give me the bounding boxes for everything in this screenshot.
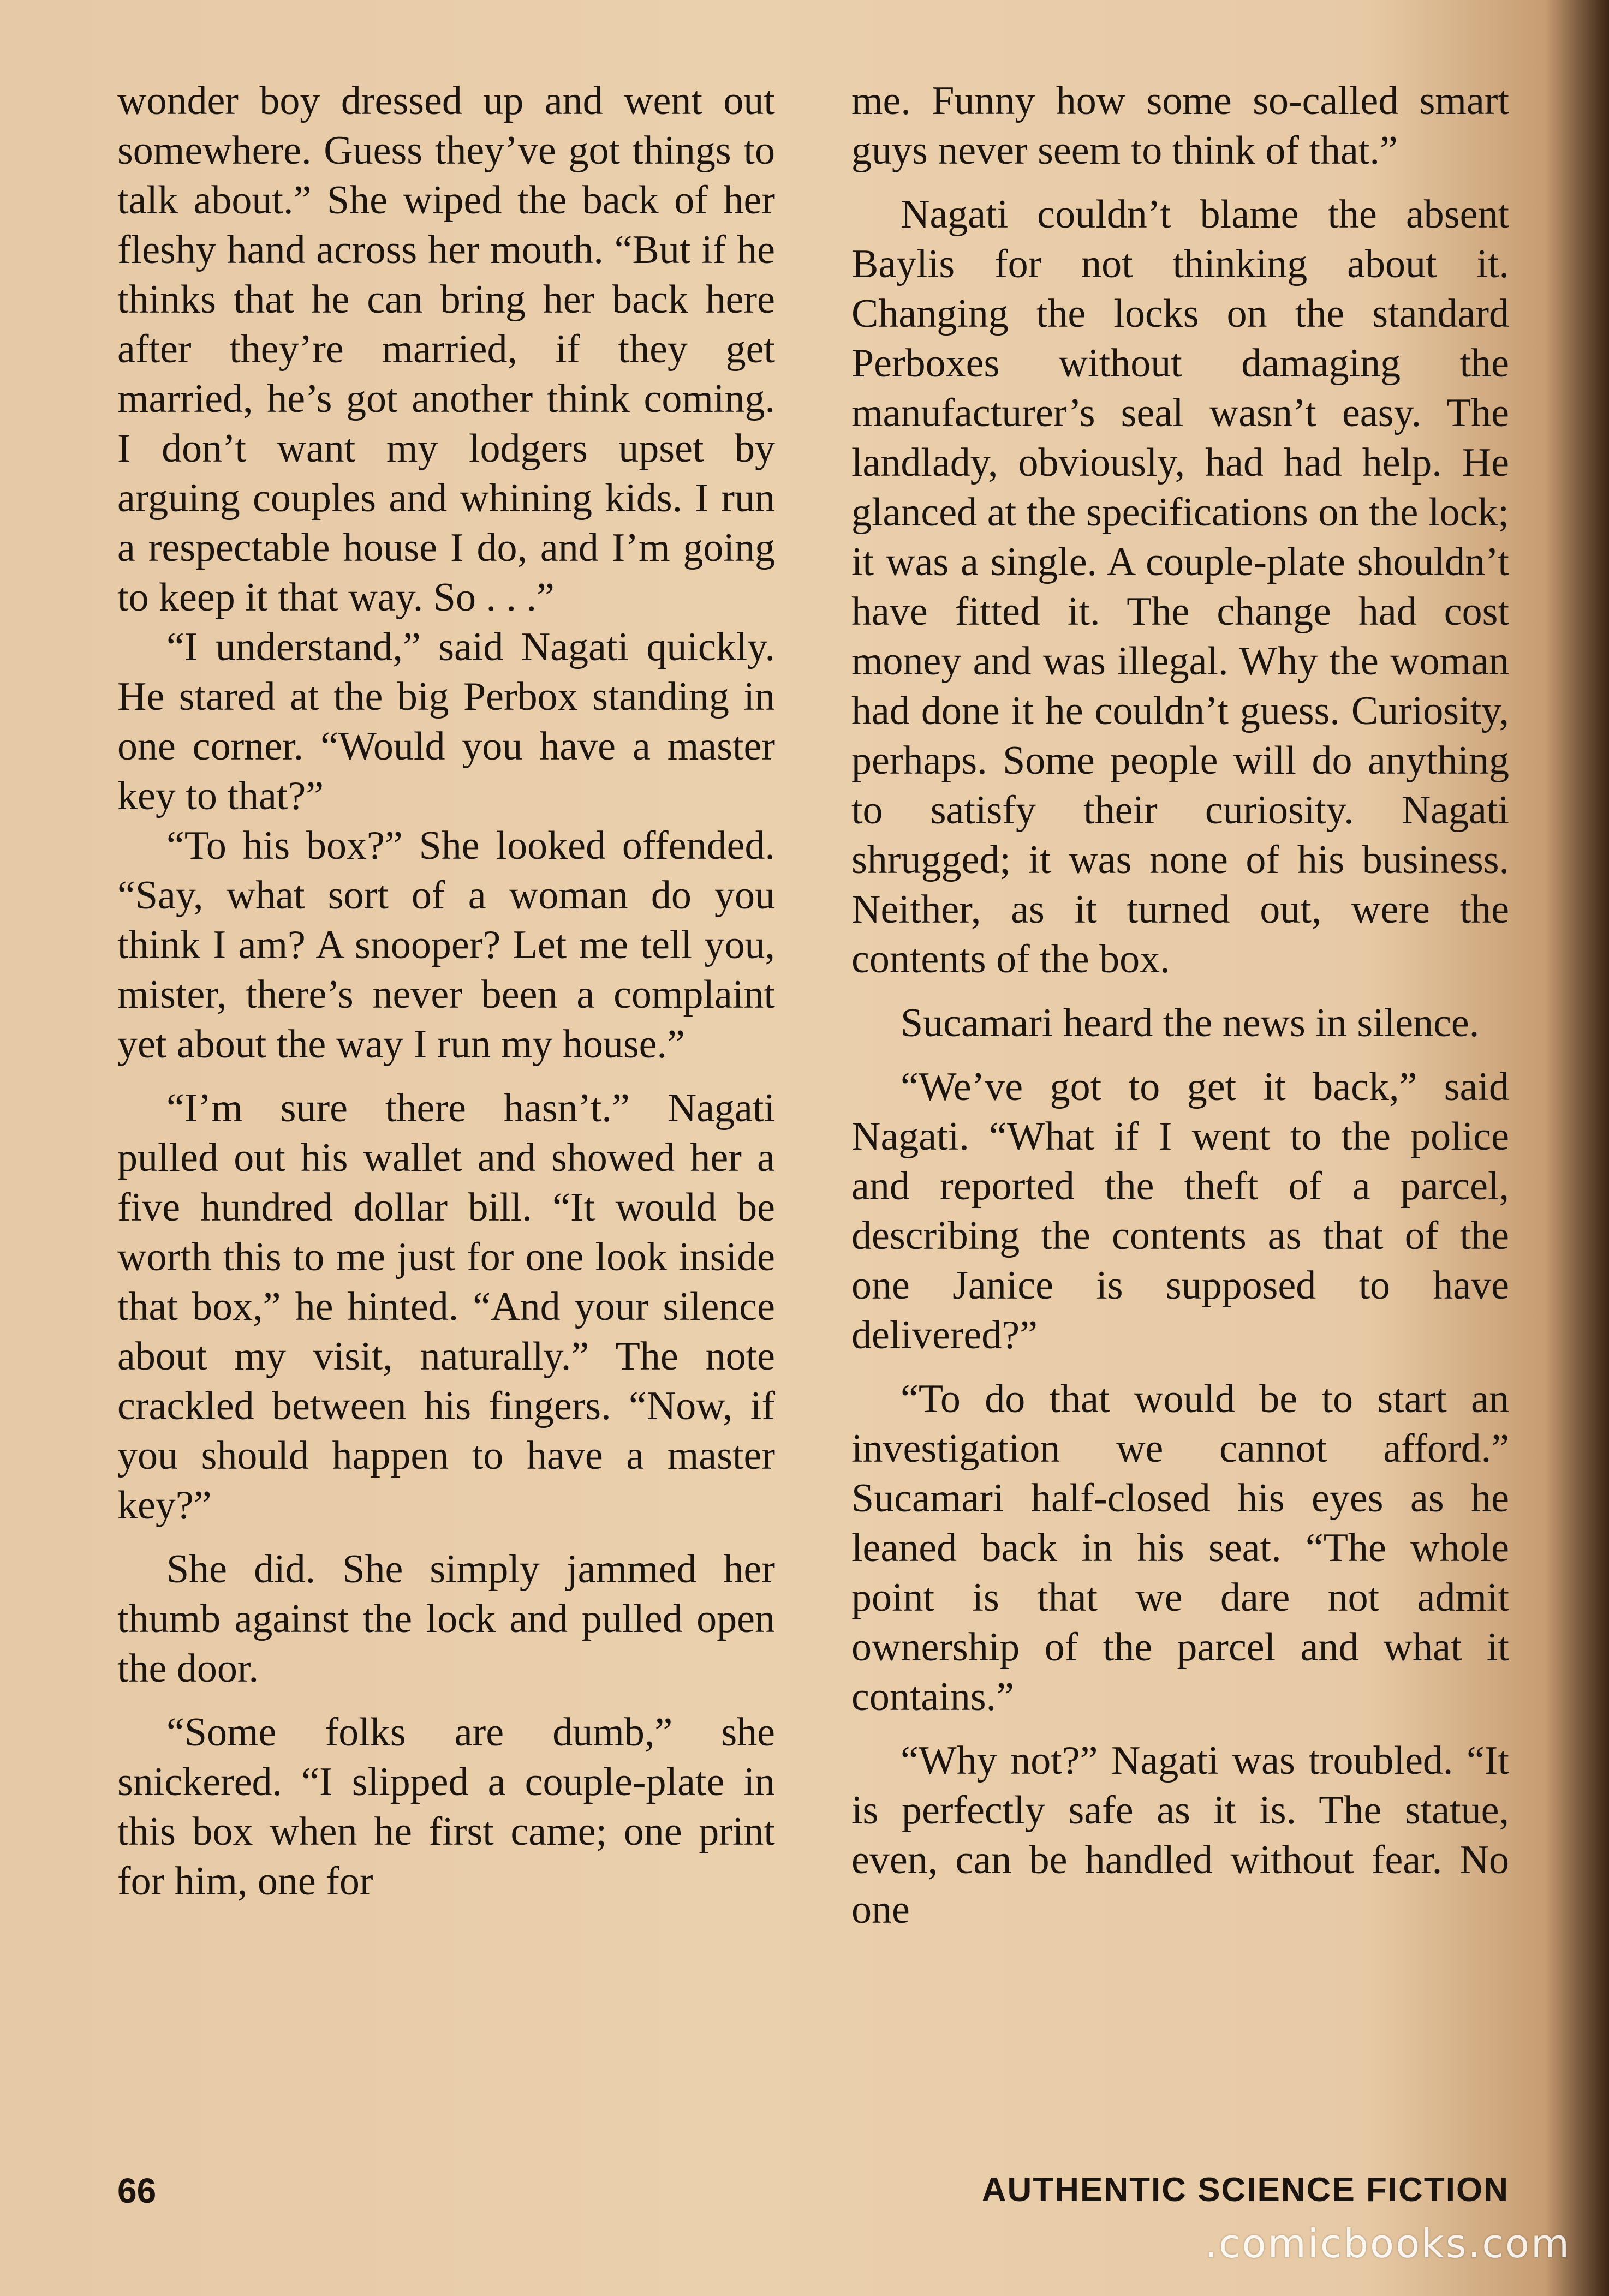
watermark: .comicbooks.com [1205,2221,1571,2267]
paragraph: “I understand,” said Nagati quickly. He stared at the big Perbox standing in one corner. “Would you have a master key to that?” [117,625,775,818]
paragraph: “To his box?” She looked offended. “Say, what sort of a woman do you think I am? A snooper? Let me tell you, mister, there’s never been a complaint yet about the way I run my house.” [117,823,775,1067]
right-text-column [851,76,1509,1935]
paragraph: She did. She simply jammed her thumb against the lock and pulled open the door. [117,1547,775,1691]
paragraph: “I’m sure there hasn’t.” Nagati pulled out his wallet and showed her a five hundred dollar bill. “It would be worth this to me just for one look inside that box,” he hinted. “And your silence about my visit, naturally.” The note crackled between his fingers. “Now, if you should happen to have a master key?” [117,1086,775,1528]
paragraph: Nagati couldn’t blame the absent Baylis for not thinking about it. Changing the locks on the standard Perboxes without damaging the manufacturer’s seal wasn’t easy. The landlady, obviously, had had help. He glanced at the specifications on the lock; it was a single. A couple-plate shouldn’t have fitted it. The change had cost money and was illegal. Why the woman had done it he couldn’t guess. Curiosity, perhaps. Some people will do anything to satisfy their curiosity. Nagati shrugged; it was none of his business. Neither, as it turned out, were the contents of the box. [851,192,1509,982]
paragraph: “We’ve got to get it back,” said Nagati. “What if I went to the police and reported the theft of a parcel, describing the contents as that of the one Janice is supposed to have delivered?” [851,1065,1509,1358]
left-text-column [117,76,775,1906]
paragraph: “Why not?” Nagati was troubled. “It is perfectly safe as it is. The statue, even, can be handled without fear. No one [851,1738,1509,1932]
paragraph: Sucamari heard the news in silence. [901,1001,1480,1045]
paragraph: wonder boy dressed up and went out somewhere. Guess they’ve got things to talk about.” She wiped the back of her fleshy hand across her mouth. “But if he thinks that he can bring her back here after they’re married, if they get married, he’s got another think coming. I don’t want my lodgers upset by arguing couples and whining kids. I run a respectable house I do, and I’m going to keep it that way. So . . .” [117,79,775,620]
paragraph: me. Funny how some so-called smart guys never seem to think of that.” [851,79,1509,173]
paragraph: “To do that would be to start an investigation we cannot afford.” Sucamari half-closed his eyes as he leaned back in his seat. “The whole point is that we dare not admit ownership of the parcel and what it contains.” [851,1377,1509,1719]
paragraph: “Some folks are dumb,” she snickered. “I slipped a couple-plate in this box when he first came; one print for him, one for [117,1710,775,1904]
running-title: AUTHENTIC SCIENCE FICTION [981,2171,1509,2209]
page-footer [117,2171,1509,2220]
page-number: 66 [117,2171,157,2210]
